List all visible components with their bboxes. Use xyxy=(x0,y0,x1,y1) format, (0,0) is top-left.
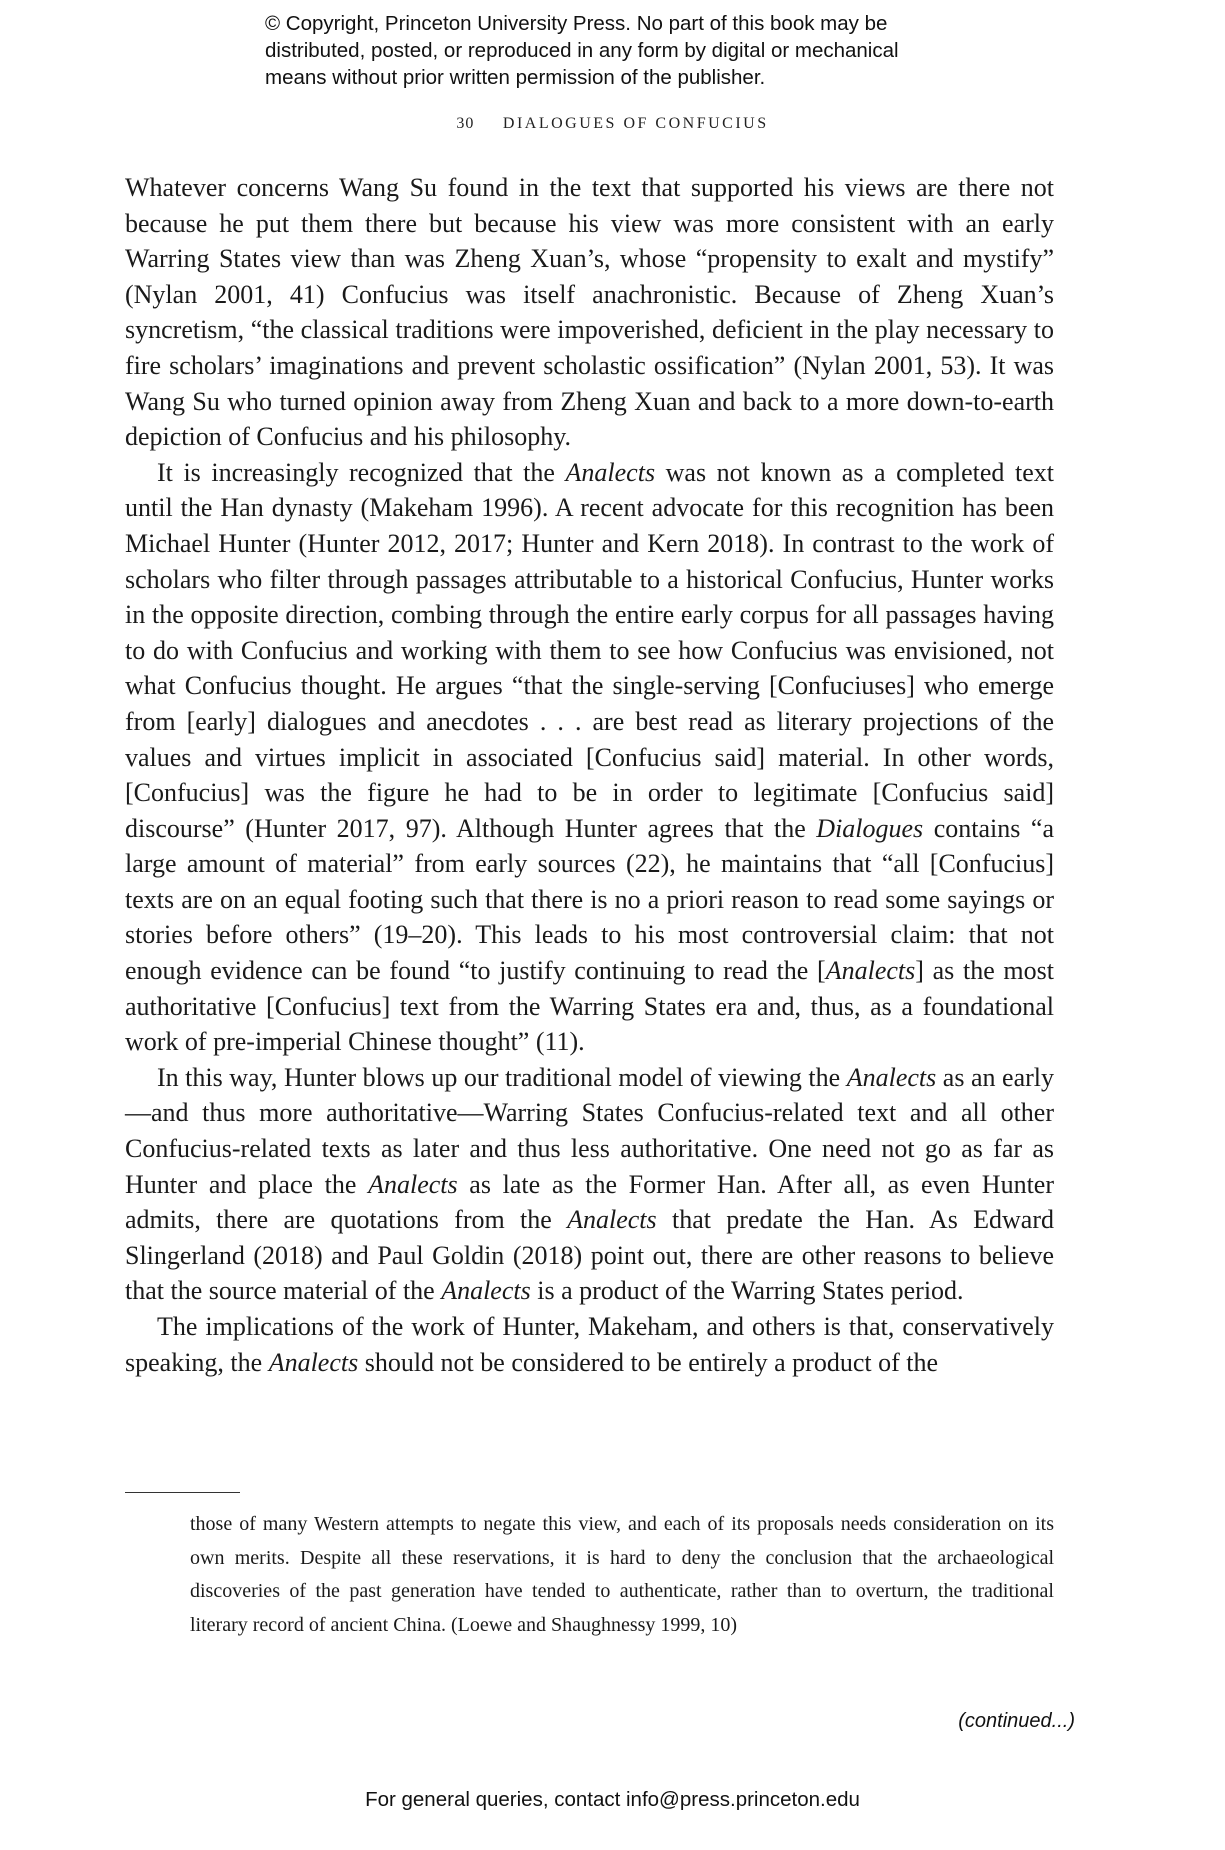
contact-footer: For general queries, contact info@press.princeton.edu xyxy=(365,1788,860,1811)
running-head-title: DIALOGUES OF CONFUCIUS xyxy=(502,115,769,132)
italic-title: Analects xyxy=(825,956,916,986)
text-run: In this way, Hunter blows up our traditional model of viewing the xyxy=(157,1062,847,1092)
page-number: 30 xyxy=(456,115,475,132)
footnote xyxy=(190,1508,1054,1642)
paragraph-4 xyxy=(125,1309,1054,1380)
text-run: The implications of the work of Hunter, Makeham, and others is that, conservatively speaking, the xyxy=(125,1312,1054,1377)
text-run: that predate the Han. As Edward Slingerland (2018) and Paul Goldin (2018) point out, there are other reasons to believe that the source material of the xyxy=(125,1205,1054,1306)
footnote-divider xyxy=(125,1492,240,1493)
italic-title: Analects xyxy=(846,1062,937,1092)
paragraph-2 xyxy=(125,455,1054,1060)
text-run: as an early—and thus more authoritative—Warring States Confucius-related text and all other Confucius-related texts as later and thus less authoritative. One need not go as far as Hunter and place the xyxy=(125,1062,1054,1199)
italic-title: Analects xyxy=(268,1347,359,1377)
text-run: It is increasingly recognized that the xyxy=(157,457,566,487)
italic-title: Dialogues xyxy=(816,813,924,843)
text-run: should not be considered to be entirely a product of the xyxy=(358,1347,939,1377)
italic-title: Analects xyxy=(567,1205,657,1235)
copyright-notice xyxy=(265,10,985,91)
text-run: as late as the Former Han. After all, as even Hunter admits, there are quotations from the xyxy=(125,1169,1054,1235)
text-run: is a product of the Warring States period. xyxy=(530,1276,964,1306)
running-head xyxy=(0,115,1225,133)
italic-title: Analects xyxy=(368,1169,458,1199)
italic-title: Analects xyxy=(441,1276,531,1306)
footnote-text: those of many Western attempts to negate this view, and each of its proposals needs consideration on its own merits. Despite all these reservations, it is hard to deny the conclusion that the archaeological discoveries of the past generation have tended to authenticate, rather than to overturn, the traditional literary record of ancient China. (Loewe and Shaughnessy 1999, 10) xyxy=(190,1513,1054,1636)
copyright-line-3: means without prior written permission of the publisher. xyxy=(265,66,766,89)
continued-label: (continued...) xyxy=(958,1710,1075,1732)
paragraph-3 xyxy=(125,1060,1054,1309)
text-run: ] as the most authoritative [Confucius] text from the Warring States era and, thus, as a foundational work of pre-imperial Chinese thought” (11). xyxy=(125,956,1054,1057)
text-run: contains “a large amount of material” from early sources (22), he maintains that “all [Confucius] texts are on an equal footing such that there is no a priori reason to read some sayings or stories before others” (19–20). This leads to his most controversial claim: that not enough evidence can be found “to justify continuing to read the [ xyxy=(125,813,1055,986)
main-text xyxy=(125,170,1054,1380)
copyright-line-1: © Copyright, Princeton University Press. No part of this book may be xyxy=(265,12,888,35)
text-run: was not known as a completed text until the Han dynasty (Makeham 1996). A recent advocate for this recognition has been Michael Hunter (Hunter 2012, 2017; Hunter and Kern 2018). In contrast to the work of scholars who filter through passages attributable to a historical Confucius, Hunter works in the opposite direction, combing through the entire early corpus for all passages having to do with Confucius and working with them to see how Confucius was envisioned, not what Confucius thought. He argues “that the single-serving [Confuciuses] who emerge from [early] dialogues and anecdotes . . . are best read as literary projections of the values and virtues implicit in associated [Confucius said] material. In other words, [Confucius] was the figure he had to be in order to legitimate [Confucius said] discourse” (Hunter 2017, 97). Although Hunter agrees that the xyxy=(125,457,1054,843)
copyright-line-2: distributed, posted, or reproduced in any form by digital or mechanical xyxy=(265,39,899,62)
italic-title: Analects xyxy=(565,457,656,487)
paragraph-1: Whatever concerns Wang Su found in the text that supported his views are there not because he put them there but because his view was more consistent with an early Warring States view than was Zheng Xuan’s, whose “propensity to exalt and mystify” (Nylan 2001, 41) Confucius was itself anachronistic. Because of Zheng Xuan’s syncretism, “the classical traditions were impoverished, deficient in the play necessary to fire scholars’ imaginations and prevent scholastic ossification” (Nylan 2001, 53). It was Wang Su who turned opinion away from Zheng Xuan and back to a more down-to-earth depiction of Confucius and his philosophy. xyxy=(125,173,1054,452)
